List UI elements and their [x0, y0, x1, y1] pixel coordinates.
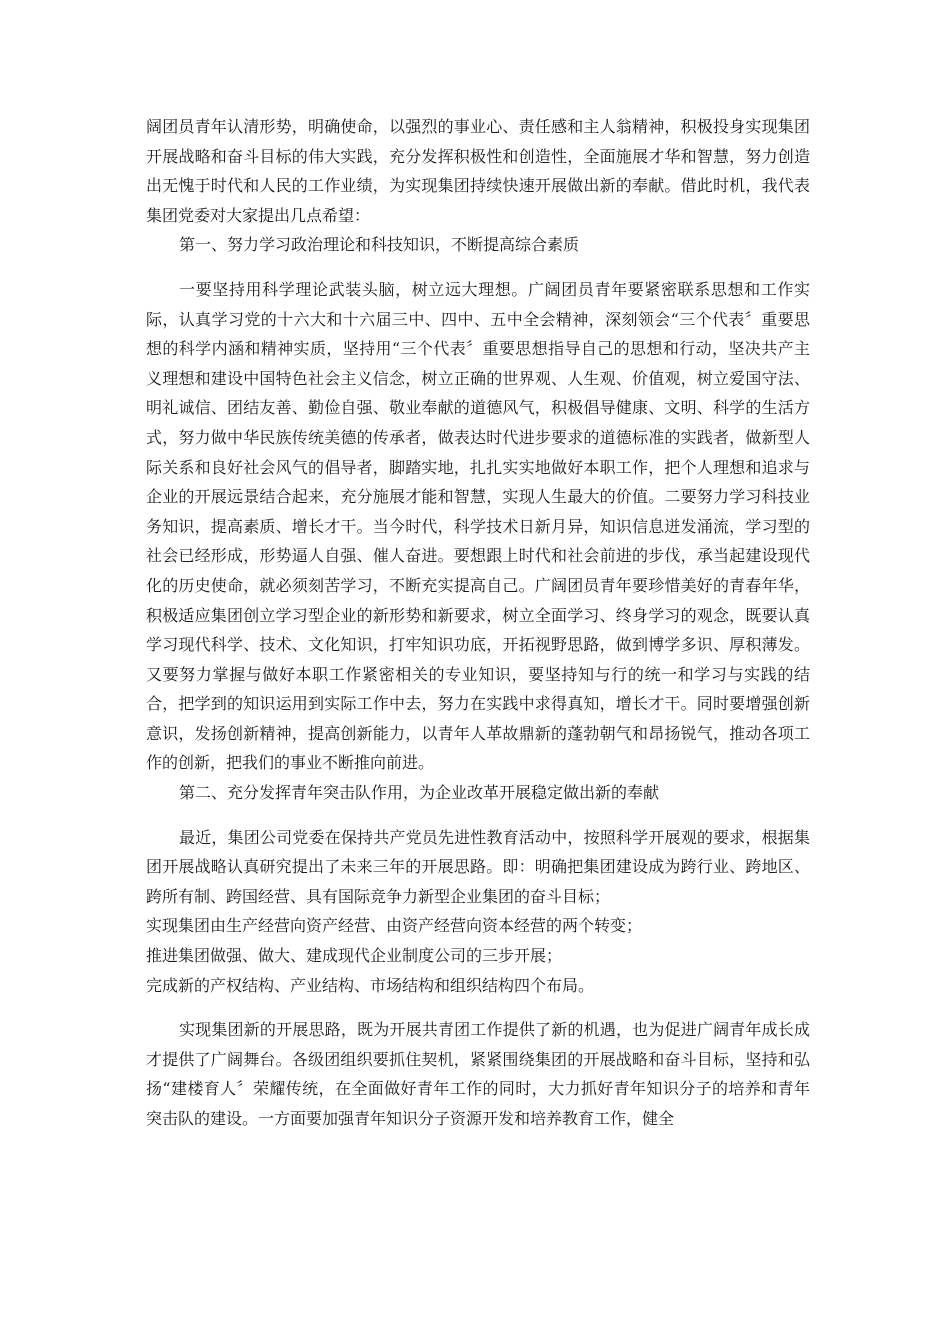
paragraph-closing: 实现集团新的开展思路，既为开展共青团工作提供了新的机遇，也为促进广阔青年成长成才提供了广阔舞台。各级团组织要抓住契机，紧紧围绕集团的开展战略和奋斗目标，坚持和弘扬“建楼育人〞荣耀传统，在全面做好青年工作的同时，大力抓好青年知识分子的培养和青年突击队的建设。一方面要加强青年知识分子资源开发和培养教育工作，健全 — [146, 1020, 810, 1128]
section-heading-1: 第一、努力学习政治理论和科技知识，不断提高综合素质 — [179, 235, 580, 255]
paragraph-section-2: 最近，集团公司党委在保持共产党员先进性教育活动中，按照科学开展观的要求，根据集团开展战略认真研究提出了未来三年的开展思路。即：明确把集团建设成为跨行业、跨地区、跨所有制、跨国经营、具有国际竞争力新型企业集团的奋斗目标； — [146, 827, 810, 906]
list-line-3: 完成新的产权结构、产业结构、市场结构和组织结构四个布局。 — [146, 975, 595, 995]
list-line-2: 推进集团做强、做大、建成现代企业制度公司的三步开展； — [146, 946, 563, 966]
section-heading-2: 第二、充分发挥青年突击队作用，为企业改革开展稳定做出新的奉献 — [179, 783, 660, 803]
document-page — [146, 112, 810, 1134]
paragraph-intro: 阔团员青年认清形势，明确使命，以强烈的事业心、责任感和主人翁精神，积极投身实现集团开展战略和奋斗目标的伟大实践，充分发挥积极性和创造性，全面施展才华和智慧，努力创造出无愧于时代和人民的工作业绩，为实现集团持续快速开展做出新的奉献。借此时机，我代表集团党委对大家提出几点希望： — [146, 117, 810, 225]
paragraph-section-1: 一要坚持用科学理论武装头脑，树立远大理想。广阔团员青年要紧密联系思想和工作实际，认真学习党的十六大和十六届三中、四中、五中全会精神，深刻领会“三个代表〞重要思想的科学内涵和精神实质，坚持用“三个代表〞重要思想指导自己的思想和行动，坚决共产主义理想和建设中国特色社会主义信念，树立正确的世界观、人生观、价值观，树立爱国守法、明礼诚信、团结友善、勤俭自强、敬业奉献的道德风气，积极倡导健康、文明、科学的生活方式，努力做中华民族传统美德的传承者，做表达时代进步要求的道德标准的实践者，做新型人际关系和良好社会风气的倡导者，脚踏实地，扎扎实实地做好本职工作，把个人理想和追求与企业的开展远景结合起来，充分施展才能和智慧，实现人生最大的价值。二要努力学习科技业务知识，提高素质、增长才干。当今时代，科学技术日新月异，知识信息迸发涌流，学习型的社会已经形成，形势逼人自强、催人奋进。要想跟上时代和社会前进的步伐，承当起建设现代化的历史使命，就必须刻苦学习，不断充实提高自己。广阔团员青年要珍惜美好的青春年华，积极适应集团创立学习型企业的新形势和新要求，树立全面学习、终身学习的观念，既要认真学习现代科学、技术、文化知识，打牢知识功底，开拓视野思路，做到博学多识、厚积薄发。又要努力掌握与做好本职工作紧密相关的专业知识，要坚持知与行的统一和学习与实践的结合，把学到的知识运用到实际工作中去，努力在实践中求得真知，增长才干。同时要增强创新意识，发扬创新精神，提高创新能力，以青年人革故鼎新的蓬勃朝气和昂扬锐气，推动各项工作的创新，把我们的事业不断推向前进。 — [146, 279, 810, 773]
list-line-1: 实现集团由生产经营向资产经营、由资产经营向资本经营的两个转变； — [146, 916, 643, 936]
